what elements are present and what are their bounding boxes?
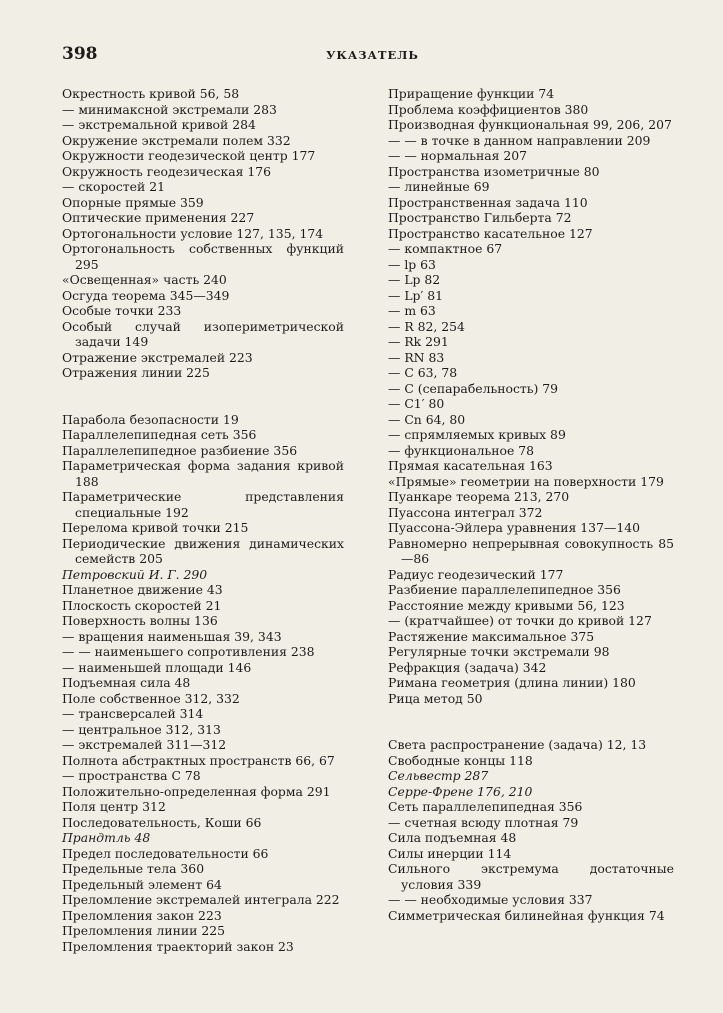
- index-entry: Окружности геодезической центр 177: [62, 148, 316, 163]
- index-entry: Проблема коэффициентов 380: [388, 101, 589, 117]
- index-entry: Рица метод 50: [388, 690, 483, 706]
- index-entry: Параметрические представления специальные 192: [62, 489, 344, 520]
- page-number: 398: [62, 44, 98, 64]
- index-entry: Пуассона-Эйлера уравнения 137—140: [388, 520, 640, 535]
- index-entry: Пространственная задача 110: [388, 194, 588, 210]
- index-entry: Подъемная сила 48: [62, 675, 191, 690]
- index-entry: Радиус геодезический 177: [388, 566, 564, 582]
- index-entry: — lp 63: [388, 256, 436, 272]
- index-entry: Периодические движения динамических семейств 205: [62, 535, 344, 566]
- index-entry: — C1′ 80: [388, 396, 445, 411]
- index-entry: — — в точке в данном направлении 209: [388, 132, 651, 148]
- index-entry: Предел последовательности 66: [62, 845, 269, 861]
- index-entry: Пространства изометричные 80: [388, 163, 600, 179]
- index-entry: Ортогональность собственных функций 295: [62, 241, 344, 272]
- index-entry: — Cn 64, 80: [388, 411, 466, 427]
- index-column-left: [62, 86, 344, 954]
- index-entry: — m 63: [388, 303, 436, 318]
- index-entry: Отражения линии 225: [62, 365, 210, 380]
- index-entry: Сельвестр 287: [388, 768, 489, 783]
- index-entry: Разбиение параллелепипедное 356: [388, 582, 621, 597]
- index-entry: — Lp 82: [388, 272, 441, 287]
- index-entry: Параметрическая форма задания кривой 188: [62, 458, 344, 489]
- index-entry: Опорные прямые 359: [62, 194, 204, 210]
- index-entry: Планетное движение 43: [62, 582, 223, 597]
- index-entry: — скоростей 21: [62, 179, 165, 194]
- index-entry: — компактное 67: [388, 241, 503, 256]
- index-column-right: [388, 86, 674, 923]
- index-entry: Предельные тела 360: [62, 861, 205, 876]
- index-entry: Симметрическая билинейная функция 74: [388, 907, 665, 923]
- index-entry: Осгуда теорема 345—349: [62, 287, 230, 303]
- index-entry: Окружение экстремали полем 332: [62, 132, 291, 148]
- index-entry: Сильного экстремума достаточные условия 339: [388, 861, 674, 892]
- index-entry: — счетная всюду плотная 79: [388, 814, 579, 830]
- page-header: [62, 44, 683, 68]
- index-entry: Силы инерции 114: [388, 845, 512, 861]
- index-entry: — экстремалей 311—312: [62, 737, 227, 752]
- index-entry: — R 82, 254: [388, 318, 465, 334]
- index-entry: — центральное 312, 313: [62, 721, 221, 737]
- index-entry: Рефракция (задача) 342: [388, 659, 547, 675]
- index-entry: Ортогональности условие 127, 135, 174: [62, 225, 324, 241]
- index-entry: — спрямляемых кривых 89: [388, 427, 566, 442]
- index-entry: Приращение функции 74: [388, 86, 555, 101]
- index-entry: Пространство Гильберта 72: [388, 210, 572, 225]
- index-entry: — — необходимые условия 337: [388, 892, 593, 907]
- index-entry: Предельный элемент 64: [62, 876, 222, 892]
- index-entry: Параллелепипедное разбиение 356: [62, 442, 298, 458]
- index-entry: Сеть параллелепипедная 356: [388, 799, 583, 814]
- index-entry: Света распространение (задача) 12, 13: [388, 737, 647, 752]
- index-entry: — линейные 69: [388, 179, 490, 194]
- index-entry: Преломления линии 225: [62, 923, 226, 938]
- index-entry: Производная функциональная 99, 206, 207: [388, 117, 672, 132]
- index-entry: — минимаксной экстремали 283: [62, 101, 277, 117]
- index-entry: — (кратчайшее) от точки до кривой 127: [388, 613, 652, 628]
- index-entry: Параллелепипедная сеть 356: [62, 427, 257, 442]
- index-entry: — C (сепарабельность) 79: [388, 380, 559, 396]
- index-entry: — RN 83: [388, 349, 445, 365]
- index-entry: Окружность геодезическая 176: [62, 163, 271, 179]
- index-entry: Свободные концы 118: [388, 752, 533, 768]
- index-entry: — функциональное 78: [388, 442, 535, 458]
- index-entry: — Rk 291: [388, 334, 449, 349]
- index-entry: Равномерно непрерывная совокупность 85—86: [388, 535, 674, 566]
- index-entry: Окрестность кривой 56, 58: [62, 86, 240, 101]
- index-entry: Последовательность, Коши 66: [62, 814, 262, 830]
- index-entry: Преломления траекторий закон 23: [62, 938, 294, 954]
- index-entry: Пуассона интеграл 372: [388, 504, 543, 520]
- index-entry: «Прямые» геометрии на поверхности 179: [388, 473, 664, 489]
- index-entry: Прандтль 48: [62, 830, 151, 845]
- index-entry: — наименьшей площади 146: [62, 659, 252, 675]
- index-entry: — трансверсалей 314: [62, 706, 204, 721]
- index-entry: Серре-Френе 176, 210: [388, 783, 533, 799]
- index-entry: Особые точки 233: [62, 303, 182, 318]
- index-entry: Сила подъемная 48: [388, 830, 517, 845]
- index-entry: Петровский И. Г. 290: [62, 566, 208, 582]
- index-entry: Полнота абстрактных пространств 66, 67: [62, 752, 335, 768]
- index-entry: Преломления закон 223: [62, 907, 222, 923]
- index-entry: Регулярные точки экстремали 98: [388, 644, 610, 659]
- index-entry: Поля центр 312: [62, 799, 166, 814]
- index-entry: Положительно-определенная форма 291: [62, 783, 331, 799]
- index-entry: Поле собственное 312, 332: [62, 690, 240, 706]
- index-entry: — — нормальная 207: [388, 148, 528, 163]
- index-entry: Растяжение максимальное 375: [388, 628, 595, 644]
- index-entry: Преломление экстремалей интеграла 222: [62, 892, 340, 907]
- index-entry: «Освещенная» часть 240: [62, 272, 227, 287]
- index-entry: Поверхность волны 136: [62, 613, 218, 628]
- index-entry: Пуанкаре теорема 213, 270: [388, 489, 570, 504]
- index-entry: Плоскость скоростей 21: [62, 597, 222, 613]
- index-entry: Пространство касательное 127: [388, 225, 593, 241]
- index-entry: — вращения наименьшая 39, 343: [62, 628, 282, 644]
- index-entry: Перелома кривой точки 215: [62, 520, 249, 535]
- index-entry: — Lp′ 81: [388, 287, 444, 303]
- index-entry: — — наименьшего сопротивления 238: [62, 644, 315, 659]
- index-entry: Парабола безопасности 19: [62, 411, 239, 427]
- index-entry: Прямая касательная 163: [388, 458, 553, 473]
- index-entry: — пространства C 78: [62, 768, 201, 783]
- index-entry: — экстремальной кривой 284: [62, 117, 256, 132]
- index-entry: Оптические применения 227: [62, 210, 255, 225]
- index-entry: Отражение экстремалей 223: [62, 349, 253, 365]
- index-entry: Римана геометрия (длина линии) 180: [388, 675, 636, 690]
- index-entry: Особый случай изопериметрической задачи 149: [62, 318, 344, 349]
- running-head: УКАЗАТЕЛЬ: [326, 48, 419, 62]
- index-entry: Расстояние между кривыми 56, 123: [388, 597, 625, 613]
- index-entry: — C 63, 78: [388, 365, 458, 380]
